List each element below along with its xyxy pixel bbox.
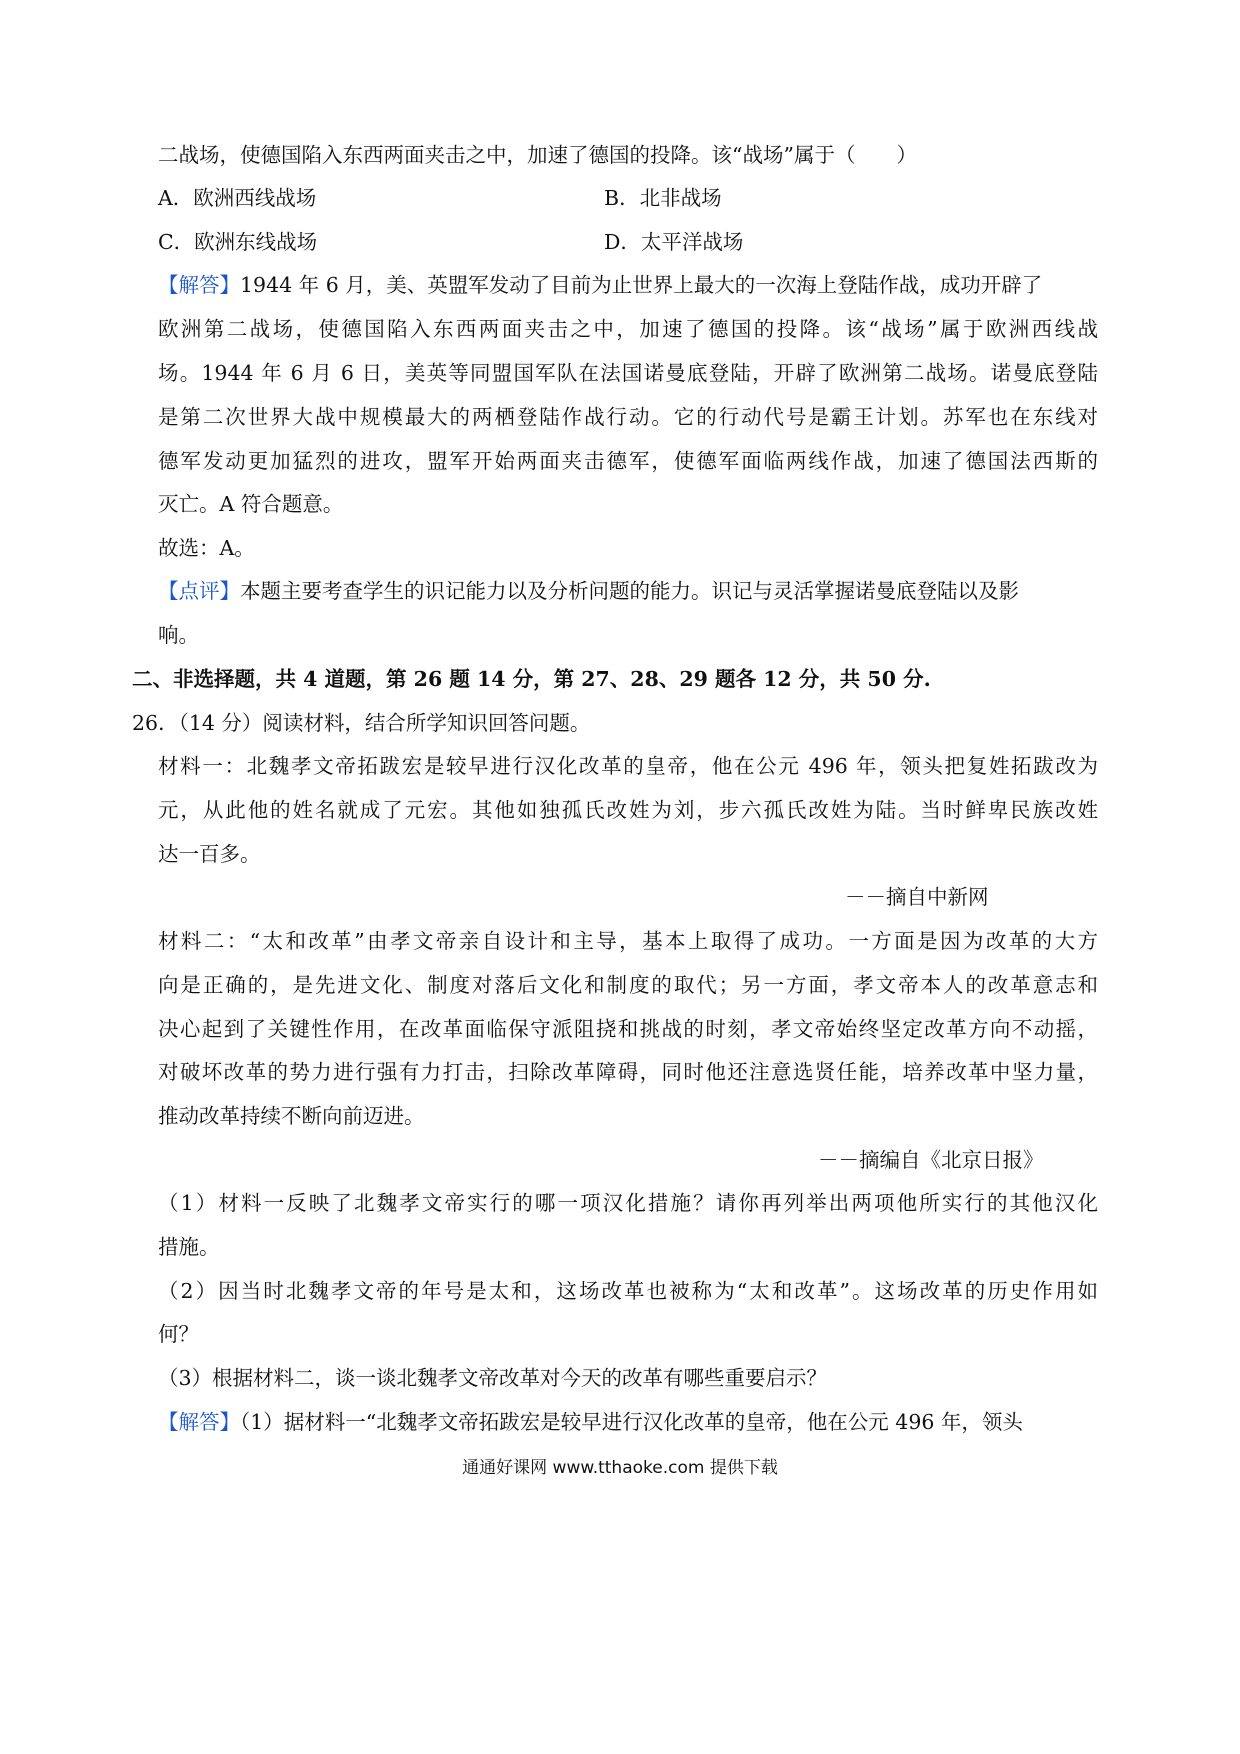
q25-comment-line	[158, 577, 1098, 605]
page-footer: 通通好课网 www.tthaoke.com 提供下载	[462, 1458, 778, 1478]
q25-answer-line	[158, 271, 1098, 299]
q25-answer-line: 灭亡。A 符合题意。	[158, 492, 344, 516]
material-line: 推动改革持续不断向前迈进。	[158, 1104, 425, 1128]
sub-question-line: （1）材料一反映了北魏孝文帝实行的哪一项汉化措施？请你再列举出两项他所实行的其他汉化	[158, 1191, 1098, 1215]
sub-question-line: 何？	[158, 1322, 199, 1346]
material-line: 元，从此他的姓名就成了元宏。其他如独孤氏改姓为刘，步六孤氏改姓为陆。当时鲜卑民族改姓	[158, 798, 1098, 822]
material-line: 达一百多。	[158, 842, 261, 866]
material-line: 材料一：北魏孝文帝拓跋宏是较早进行汉化改革的皇帝，他在公元 496 年，领头把复姓拓跋改为	[158, 754, 1098, 778]
answer-text: 1944 年 6 月，美、英盟军发动了目前为止世界上最大的一次海上登陆作战，成功开辟了	[240, 273, 1043, 297]
q25-choice: 故选：A。	[158, 536, 255, 560]
q25-option-b: B．北非战场	[604, 186, 722, 210]
q25-comment-line: 响。	[158, 623, 199, 647]
material-line: 向是正确的，是先进文化、制度对落后文化和制度的取代；另一方面，孝文帝本人的改革意志和	[158, 973, 1098, 997]
material-line: 材料二：“太和改革”由孝文帝亲自设计和主导，基本上取得了成功。一方面是因为改革的大方	[158, 929, 1098, 953]
q25-answer-line: 德军发动更加猛烈的进攻，盟军开始两面夹击德军，使德军面临两线作战，加速了德国法西斯的	[158, 449, 1098, 473]
q25-answer-line: 欧洲第二战场，使德国陷入东西两面夹击之中，加速了德国的投降。该“战场”属于欧洲西线战	[158, 317, 1098, 341]
material-line: 对破坏改革的势力进行强有力打击，扫除改革障碍，同时他还注意选贤任能，培养改革中坚力量，	[158, 1060, 1098, 1084]
sub-question-line: （2）因当时北魏孝文帝的年号是太和，这场改革也被称为“太和改革”。这场改革的历史作用如	[158, 1279, 1098, 1303]
sub-question-line: 措施。	[158, 1235, 220, 1259]
answer-tag: 【解答】	[158, 273, 240, 297]
q25-option-d: D．太平洋战场	[604, 230, 744, 254]
q25-stem-tail: 二战场，使德国陷入东西两面夹击之中，加速了德国的投降。该“战场”属于（ ）	[158, 143, 917, 167]
q25-answer-line: 是第二次世界大战中规模最大的两栖登陆作战行动。它的行动代号是霸王计划。苏军也在东线对	[158, 405, 1098, 429]
answer-tag: 【解答】	[158, 1410, 240, 1434]
comment-tag: 【点评】	[158, 579, 240, 603]
q26-source-2: －－摘编自《北京日报》	[818, 1148, 1044, 1172]
section-heading: 二、非选择题，共 4 道题，第 26 题 14 分，第 27、28、29 题各 12 分，共 50 分.	[132, 667, 931, 691]
comment-text: 本题主要考查学生的识记能力以及分析问题的能力。识记与灵活掌握诺曼底登陆以及影	[240, 579, 1019, 603]
q26-answer-line	[158, 1408, 1098, 1436]
q26-source-1: －－摘自中新网	[845, 885, 989, 909]
q25-option-a: A．欧洲西线战场	[158, 186, 317, 210]
q25-answer-line: 场。1944 年 6 月 6 日，美英等同盟国军队在法国诺曼底登陆，开辟了欧洲第二战场。诺曼底登陆	[158, 361, 1098, 385]
q25-option-c: C．欧洲东线战场	[158, 230, 318, 254]
q26-sub-question-3: （3）根据材料二，谈一谈北魏孝文帝改革对今天的改革有哪些重要启示？	[158, 1366, 828, 1390]
material-line: 决心起到了关键性作用，在改革面临保守派阻挠和挑战的时刻，孝文帝始终坚定改革方向不动摇，	[158, 1017, 1098, 1041]
q26-stem: 26．（14 分）阅读材料，结合所学知识回答问题。	[132, 711, 591, 735]
answer-text: （1）据材料一“北魏孝文帝拓跋宏是较早进行汉化改革的皇帝，他在公元 496 年，领头	[240, 1410, 1023, 1434]
